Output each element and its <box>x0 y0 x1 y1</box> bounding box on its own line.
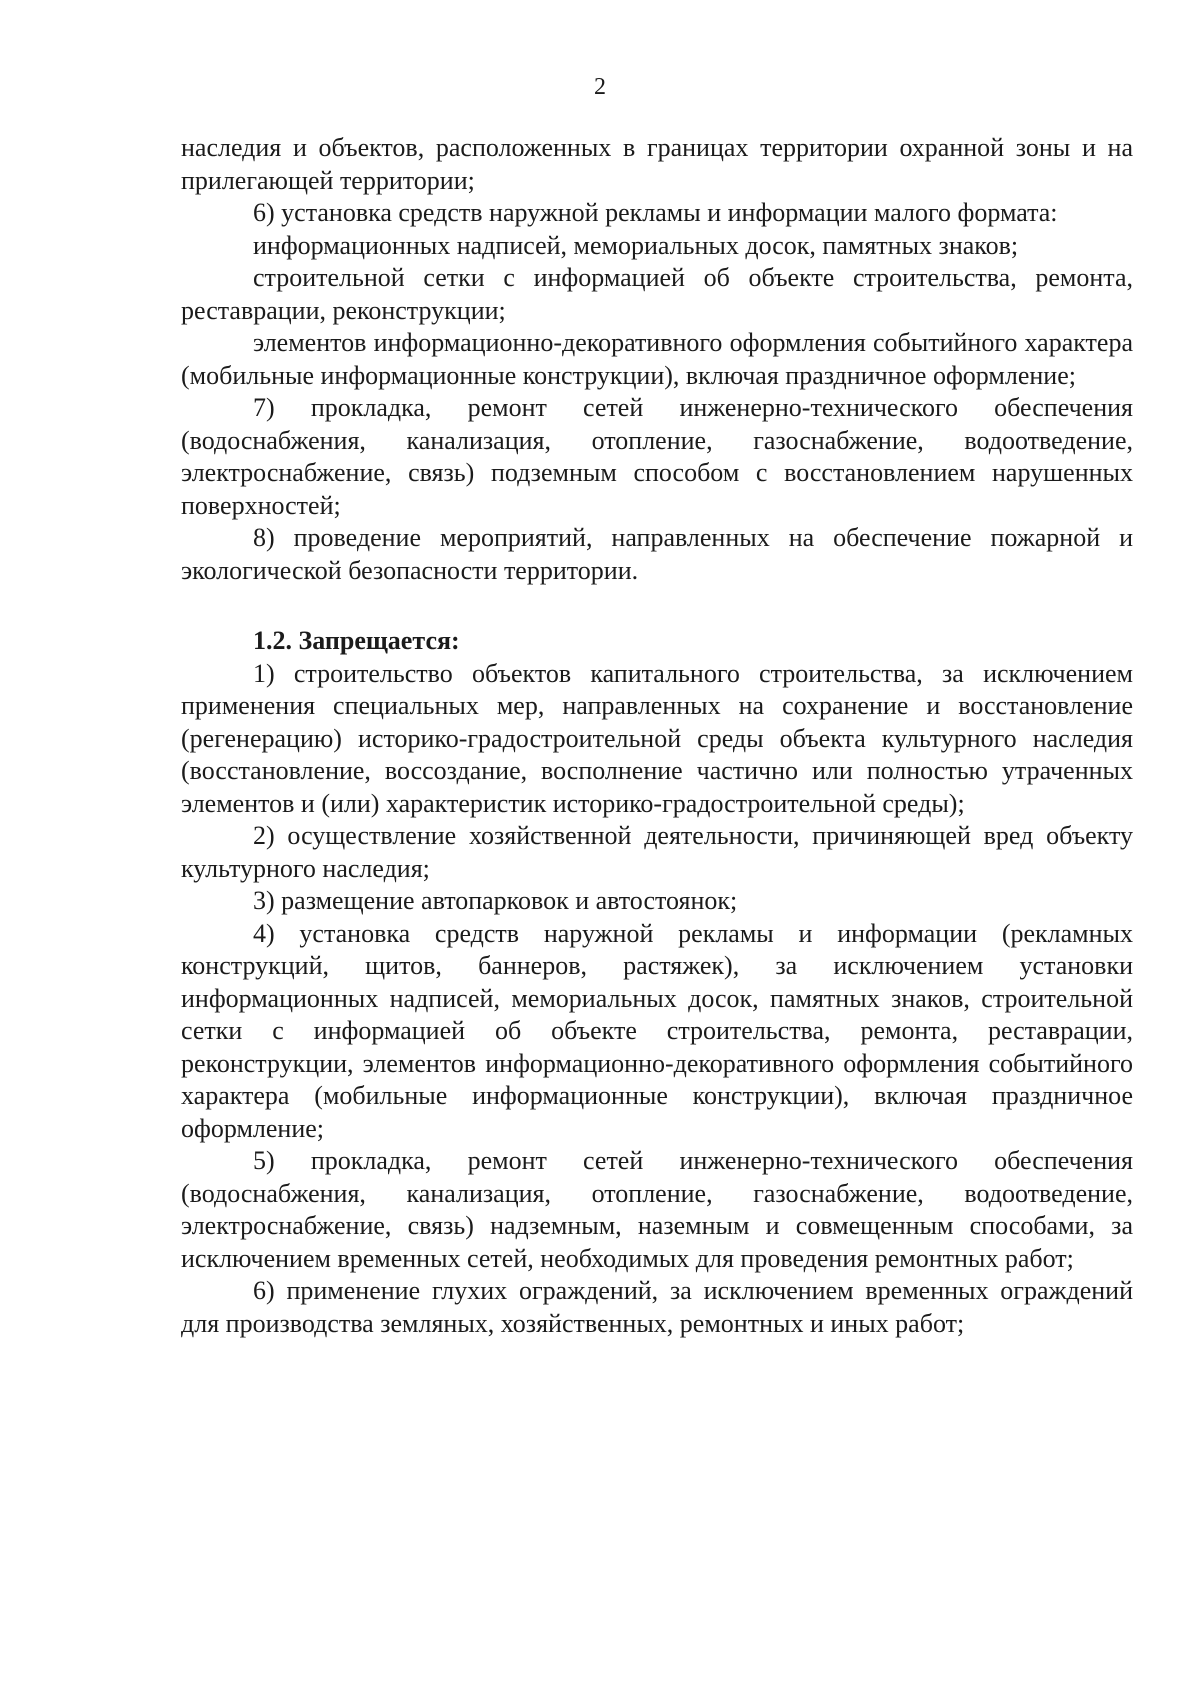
document-body <box>181 132 1133 1340</box>
list-subitem-construction-mesh: строительной сетки с информацией об объекте строительства, ремонта, реставрации, реконструкции; <box>181 263 1133 325</box>
prohibited-item-5: 5) прокладка, ремонт сетей инженерно-технического обеспечения (водоснабжения, канализация, отопление, газоснабжение, водоотведение, электроснабжение, связь) надземным, наземным и совмещенным способами, за исключением временных сетей, необходимых для проведения ремонтных работ; <box>181 1146 1133 1273</box>
list-item-8-safety-measures: 8) проведение мероприятий, направленных на обеспечение пожарной и экологической безопасности территории. <box>181 523 1133 585</box>
list-subitem-inscriptions: информационных надписей, мемориальных досок, памятных знаков; <box>253 230 1019 260</box>
page-number: 2 <box>594 74 606 100</box>
list-subitem-decorative-elements: элементов информационно-декоративного оформления событийного характера (мобильные информационные конструкции), включая праздничное оформление; <box>181 328 1133 390</box>
prohibited-item-6: 6) применение глухих ограждений, за исключением временных ограждений для производства земляных, хозяйственных, ремонтных и иных работ; <box>181 1276 1133 1338</box>
list-item-7-underground-networks: 7) прокладка, ремонт сетей инженерно-технического обеспечения (водоснабжения, канализация, отопление, газоснабжение, водоотведение, электроснабжение, связь) подземным способом с восстановлением нарушенных поверхностей; <box>181 393 1133 520</box>
prohibited-item-1: 1) строительство объектов капитального строительства, за исключением применения специальных мер, направленных на сохранение и восстановление (регенерацию) историко-градостроительной среды объекта культурного наследия (восстановление, воссоздание, восполнение частично или полностью утраченных элементов и (или) характеристик историко-градостроительной среды); <box>181 658 1133 818</box>
prohibited-item-3: 3) размещение автопарковок и автостоянок; <box>253 886 738 915</box>
paragraph-continuation: наследия и объектов, расположенных в границах территории охранной зоны и на прилегающей территории; <box>181 133 1133 195</box>
prohibited-item-4: 4) установка средств наружной рекламы и информации (рекламных конструкций, щитов, баннеров, растяжек), за исключением установки информационных надписей, мемориальных досок, памятных знаков, строительной сетки с информацией об объекте строительства, ремонта, реставрации, реконструкции, элементов информационно-декоративного оформления событийного характера (мобильные информационные конструкции), включая праздничное оформление; <box>181 918 1133 1143</box>
prohibited-item-2: 2) осуществление хозяйственной деятельности, причиняющей вред объекту культурного наследия; <box>181 821 1133 883</box>
section-heading-prohibited: 1.2. Запрещается: <box>253 626 460 655</box>
list-item-6-advertising: 6) установка средств наружной рекламы и информации малого формата: <box>253 198 1058 227</box>
